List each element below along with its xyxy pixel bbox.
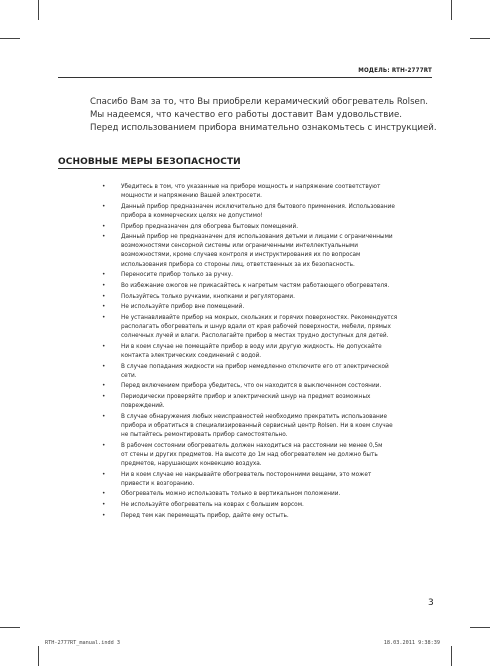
bullet-icon: • (102, 232, 106, 241)
bullet-icon: • (102, 201, 106, 210)
safety-item-text: привести к возгоранию. (121, 478, 195, 487)
safety-item (102, 221, 421, 231)
safety-item-text: не пытайтесь ремонтировать прибор самостоятельно. (121, 430, 288, 439)
safety-item-text: прибора и обратиться в специализированный сервисный центр Rolsen. Ни в коем случае (121, 420, 393, 429)
safety-item-text: В рабочем состоянии обогреватель должен находиться на расстоянии не менее 0,5м (121, 440, 383, 449)
intro-text (90, 96, 437, 134)
model-label: МОДЕЛЬ: RTH-2777RT (358, 67, 432, 74)
safety-item-text: Во избежание ожогов не прикасайтесь к нагретым частям работающего обогревателя. (121, 280, 390, 289)
safety-item-text: Данный прибор не предназначен для использования детьми и лицами с ограниченными (121, 232, 393, 241)
safety-item-text: Перед включением прибора убедитесь, что он находится в выключенном состоянии. (121, 381, 382, 390)
safety-item-text: Обогреватель можно использовать только в вертикальном положении. (121, 489, 341, 498)
bullet-icon: • (102, 361, 106, 370)
safety-item (102, 392, 421, 410)
intro-line: Перед использованием прибора внимательно ознакомьтесь с инструкцией. (90, 122, 437, 133)
safety-item-text: возможностями, кроме случаев контроля и инструктирования их по вопросам (121, 250, 361, 259)
bullet-icon: • (102, 291, 106, 300)
safety-item (102, 440, 421, 468)
intro-line: Спасибо Вам за то, что Вы приобрели керамический обогреватель Rolsen. (90, 97, 429, 107)
header-rule (58, 77, 432, 78)
bullet-icon: • (102, 411, 106, 420)
safety-item-text: В случае попадания жидкости на прибор немедленно отключите его от электрической (121, 361, 389, 370)
safety-item-text: возможностями сенсорной системы или ограниченными интеллектуальными (121, 241, 358, 250)
safety-item-text: прибора в коммерческих целях не допустимо! (121, 210, 263, 219)
safety-item-text: солнечных лучей и влаги. Располагайте прибор в местах трудно доступных для детей. (121, 331, 389, 340)
bullet-icon: • (102, 489, 106, 498)
bullet-icon: • (102, 440, 106, 449)
bullet-icon: • (102, 381, 106, 390)
bullet-icon: • (102, 392, 106, 401)
crop-mark (0, 38, 20, 39)
crop-mark (451, 0, 452, 20)
safety-item (102, 280, 421, 290)
safety-item (102, 489, 421, 498)
safety-item (102, 291, 421, 301)
intro-line: Мы надеемся, что качество его работы доставит Вам удовольствие. (90, 109, 402, 120)
safety-item (102, 361, 421, 380)
safety-item-text: располагать обогреватель и шнур вдали от края рабочей поверхности, мебели, прямых (121, 322, 391, 331)
bullet-icon: • (102, 280, 106, 289)
safety-item-text: Не используйте обогреватель на коврах с большим ворсом. (121, 500, 304, 509)
bullet-icon: • (102, 341, 106, 350)
bullet-icon: • (102, 182, 106, 190)
crop-mark (38, 646, 39, 666)
safety-item-text: от стены и других предметов. На высоте до 1м над обогревателем не должно быть (121, 449, 378, 458)
safety-item-text: Пользуйтесь только ручками, кнопками и регуляторами. (121, 291, 295, 300)
safety-item-text: Ни в коем случае не помещайте прибор в воду или другую жидкость. Не допускайте (121, 341, 382, 350)
safety-item-text: повреждений. (121, 401, 165, 410)
safety-item (102, 312, 421, 340)
page-number: 3 (428, 598, 434, 608)
section-title: ОСНОВНЫЕ МЕРЫ БЕЗОПАСНОСТИ (58, 157, 241, 167)
bullet-icon: • (102, 270, 106, 279)
safety-item-text: Периодически проверяйте прибор и электрический шнур на предмет возможных (121, 392, 371, 401)
safety-item-text: Прибор предназначен для обогрева бытовых помещений. (121, 221, 299, 230)
bullet-icon: • (102, 510, 106, 519)
crop-mark (451, 646, 452, 666)
safety-item-text: В случае обнаружения любых неисправностей необходимо прекратить использование (121, 411, 388, 420)
safety-item (102, 201, 421, 220)
crop-mark (470, 38, 490, 39)
safety-item-text: Перед тем как перемещать прибор, дайте ему остыть. (121, 510, 289, 519)
bullet-icon: • (102, 469, 106, 478)
safety-item (102, 381, 421, 390)
safety-item-text: Переносите прибор только за ручку. (121, 270, 233, 279)
safety-item-text: использования прибора со стороны лиц, ответственных за их безопасность. (121, 259, 355, 268)
safety-item (102, 500, 421, 509)
bullet-icon: • (102, 302, 106, 311)
safety-item (102, 469, 421, 488)
safety-item-text: Убедитесь в том, что указанные на приборе мощность и напряжение соответствуют (121, 182, 381, 190)
bullet-icon: • (102, 312, 106, 321)
safety-item (102, 232, 421, 268)
safety-item (102, 302, 421, 311)
safety-item (102, 411, 421, 439)
safety-item (102, 270, 421, 279)
safety-item-text: Не используйте прибор вне помещений. (121, 302, 245, 311)
safety-item (102, 510, 421, 520)
safety-item-text: мощности и напряжению Вашей электросети. (121, 191, 263, 200)
bullet-icon: • (102, 221, 106, 230)
bullet-icon: • (102, 500, 106, 509)
safety-item-text: Не устанавливайте прибор на мокрых, скользких и горячих поверхностях. Рекомендуется (121, 312, 398, 321)
section-rule (58, 168, 240, 169)
safety-item-text: Данный прибор предназначен исключительно для бытового применения. Использование (121, 201, 395, 210)
safety-item-text: Ни в коем случае не накрывайте обогреватель посторонними вещами, это может (121, 469, 372, 478)
safety-item (102, 182, 421, 200)
crop-mark (0, 627, 20, 628)
safety-item-text: предметов, нарушающих конвекцию воздуха. (121, 458, 262, 467)
crop-mark (470, 627, 490, 628)
timestamp-slug: 18.03.2011 9:38:39 (383, 640, 440, 646)
safety-item (102, 341, 421, 360)
file-slug: RTH-2777RT_manual.indd 3 (45, 640, 120, 646)
safety-item-text: сети. (121, 370, 137, 379)
crop-mark (38, 0, 39, 20)
safety-item-text: контакта электрических соединений с водой. (121, 350, 262, 359)
safety-list (102, 182, 421, 521)
